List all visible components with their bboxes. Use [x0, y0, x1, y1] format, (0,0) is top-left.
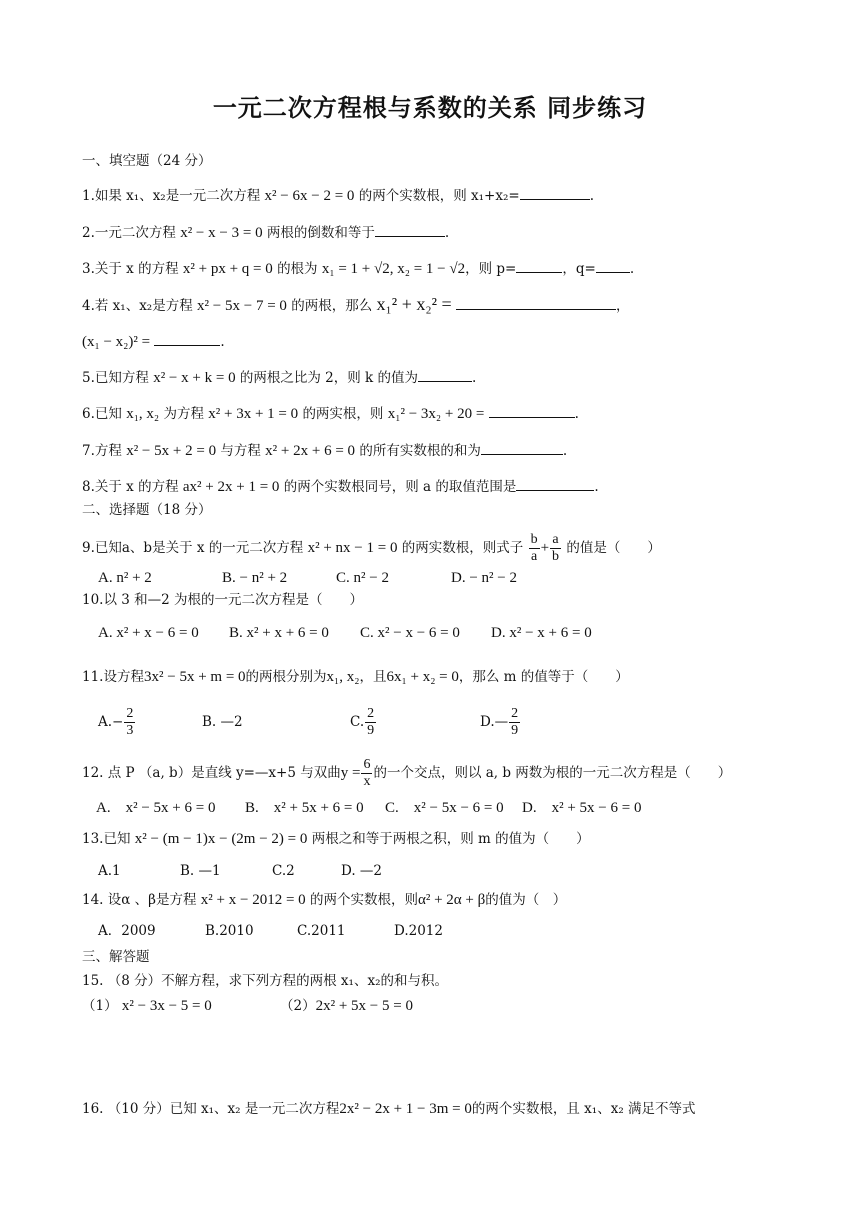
q13-option-c: C.2 [272, 863, 295, 879]
q10-option-a: A. x² + x − 6 = 0 [98, 625, 199, 641]
question-10: 10.以 3 和—2 为根的一元二次方程是（ ） [82, 592, 364, 608]
q13-option-a: A.1 [98, 863, 121, 879]
question-11: 11.设方程3x² − 5x + m = 0的两根分别为x₁, x₂，且6x₁ + x₂ = 0，那么 m 的值等于（ ） [82, 669, 629, 685]
fraction-b-over-a: $\frac{b}{a}$ [530, 532, 538, 564]
question-8: 8.关于 x 的方程 ax² + 2x + 1 = 0 的两个实数根同号，则 a 的取值范围是 . [82, 476, 599, 497]
q14-option-d: D.2012 [394, 923, 443, 939]
q14-option-a: A．2009 [98, 923, 156, 939]
question-4: 4.若 x₁、x₂是方程 x² − 5x − 7 = 0 的两根，那么 x₁² + x₂² = ， [82, 294, 630, 314]
q11-option-d: D.— $\frac{2}{9}$ [480, 706, 519, 738]
fraction-a-over-b: $\frac{a}{b}$ [552, 532, 560, 564]
q11-option-c: C. $\frac{2}{9}$ [350, 706, 375, 738]
question-2: 2.一元二次方程 x² − x − 3 = 0 两根的倒数和等于 . [82, 222, 449, 243]
q14-option-c: C.2011 [297, 923, 346, 939]
question-4-part-2: (x₁ − x₂)² = . [82, 331, 225, 352]
q13-option-d: D. —2 [341, 863, 383, 879]
q13-option-b: B. —1 [180, 863, 221, 879]
q12-option-a: A. x² − 5x + 6 = 0 [96, 800, 216, 816]
question-15: 15. （8 分）不解方程，求下列方程的两根 x₁、x₂的和与积。 [82, 973, 448, 989]
q12-option-d: D. x² + 5x − 6 = 0 [522, 800, 642, 816]
q11-option-a: A.− $\frac{2}{3}$ [98, 706, 134, 738]
q9-option-b: B. − n² + 2 [222, 570, 288, 586]
q9-option-c: C. n² − 2 [336, 570, 389, 586]
q12-option-b: B. x² + 5x + 6 = 0 [245, 800, 364, 816]
q11-option-b: B. —2 [202, 714, 243, 730]
q14-option-b: B.2010 [205, 923, 254, 939]
question-15-part-2: （2）2x² + 5x − 5 = 0 [280, 998, 413, 1014]
q9-option-d: D. − n² − 2 [451, 570, 517, 586]
question-14: 14. 设α 、β是方程 x² + x − 2012 = 0 的两个实数根，则α² + 2α + β的值为（ ） [82, 892, 567, 908]
question-5: 5.已知方程 x² − x + k = 0 的两根之比为 2，则 k 的值为 . [82, 367, 476, 388]
q12-option-c: C. x² − 5x − 6 = 0 [385, 800, 504, 816]
section-fill-in-heading: 一、填空题（24 分） [82, 153, 212, 169]
question-16: 16. （10 分）已知 x₁、x₂ 是一元二次方程2x² − 2x + 1 − 3m = 0的两个实数根，且 x₁、x₂ 满足不等式 [82, 1101, 696, 1117]
q9-option-a: A. n² + 2 [98, 570, 152, 586]
question-6: 6.已知 x₁, x₂ 为方程 x² + 3x + 1 = 0 的两实根，则 x₁² − 3x₂ + 20 = . [82, 403, 579, 424]
question-9: 9.已知a、b是关于 x 的一元二次方程 x² + nx − 1 = 0 的两实数根，则式子 $\frac{b}{a}$ + $\frac{a}{b}$ 的值是（ ） [82, 532, 661, 564]
question-15-part-1: （1） x² − 3x − 5 = 0 [82, 998, 212, 1014]
section-answer-heading: 三、解答题 [82, 949, 150, 965]
question-12: 12. 点 P （a, b）是直线 y=—x+5 与双曲y = $\frac{6}{x}$ 的一个交点，则以 a, b 两数为根的一元二次方程是（ ） [82, 757, 732, 789]
section-choice-heading: 二、选择题（18 分） [82, 502, 212, 518]
question-1: 1.如果 x₁、x₂是一元二次方程 x² − 6x − 2 = 0 的两个实数根，则 x₁+x₂= . [82, 185, 594, 206]
q10-option-b: B. x² + x + 6 = 0 [229, 625, 329, 641]
question-13: 13.已知 x² − (m − 1)x − (2m − 2) = 0 两根之和等于两根之积，则 m 的值为（ ） [82, 831, 590, 847]
question-7: 7.方程 x² − 5x + 2 = 0 与方程 x² + 2x + 6 = 0 的所有实数根的和为 . [82, 440, 567, 461]
fraction-6-over-x: $\frac{6}{x}$ [363, 757, 371, 789]
q10-option-c: C. x² − x − 6 = 0 [360, 625, 460, 641]
question-3: 3.关于 x 的方程 x² + px + q = 0 的根为 x₁ = 1 + √2, x₂ = 1 − √2，则 p= ，q= . [82, 258, 634, 279]
page-title: 一元二次方程根与系数的关系 同步练习 [212, 94, 648, 122]
q10-option-d: D. x² − x + 6 = 0 [491, 625, 592, 641]
